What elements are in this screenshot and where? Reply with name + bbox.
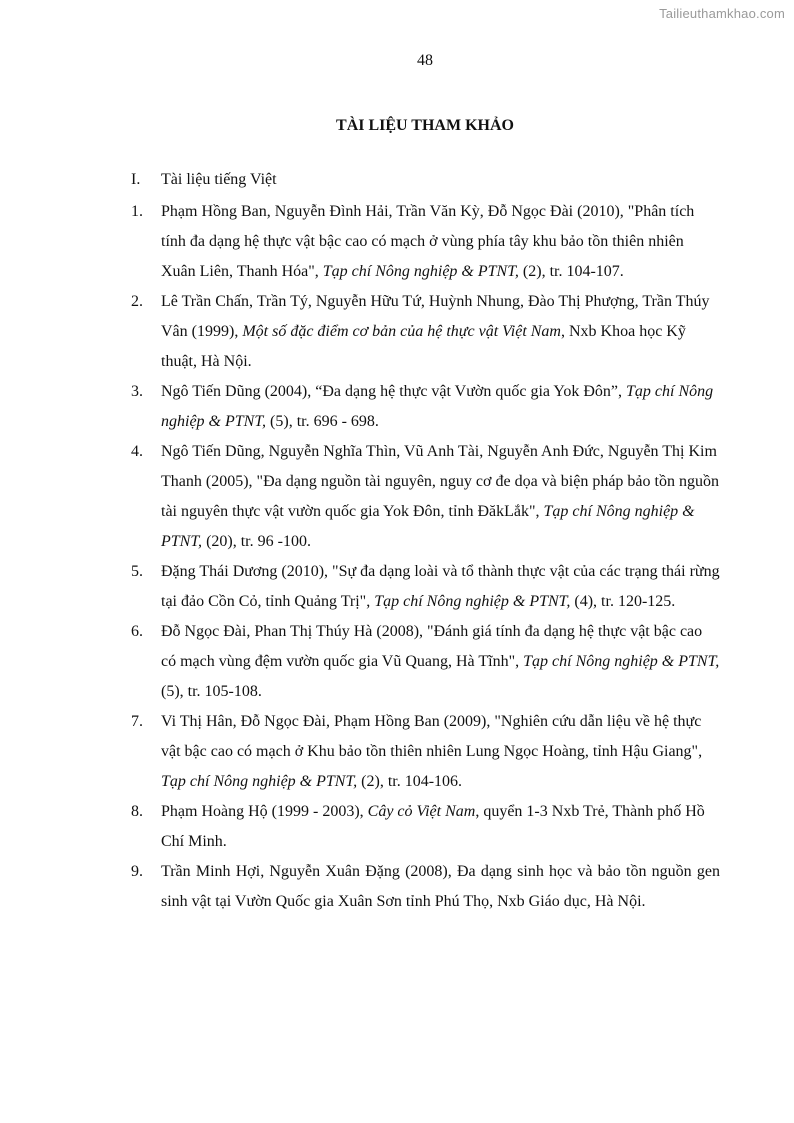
reference-text [161,857,720,917]
reference-item [131,557,720,617]
reference-text [161,197,720,287]
reference-authors: Đỗ Ngọc Đài, Phan Thị Thúy Hà (2008), "Đánh giá tính đa dạng hệ thực vật bậc cao có mạch vùng đệm vườn quốc gia Vũ Quang, Hà Tĩnh", [161,623,703,670]
reference-number: 5. [131,563,143,580]
reference-authors: Vi Thị Hân, Đỗ Ngọc Đài, Phạm Hồng Ban (2009), "Nghiên cứu dẫn liệu về hệ thực vật bậc cao có mạch ở Khu bảo tồn thiên nhiên Lung Ngọc Hoàng, tỉnh Hậu Giang", [161,713,703,760]
reference-number: 7. [131,713,143,730]
reference-authors: Đặng Thái Dương (2010), "Sự đa dạng loài và tổ thành thực vật của các trạng thái rừng tại đảo Cồn Cỏ, tỉnh Quảng Trị", [161,563,720,610]
watermark: Tailieuthamkhao.com [659,6,785,21]
reference-pages: (4), tr. 120-125. [570,593,676,610]
reference-number: 1. [131,203,143,220]
reference-authors: Ngô Tiến Dũng (2004), “Đa dạng hệ thực vật Vườn quốc gia Yok Đôn”, [161,383,627,400]
reference-source: Tạp chí Nông nghiệp & PTNT, [161,503,695,550]
reference-authors: Ngô Tiến Dũng, Nguyễn Nghĩa Thìn, Vũ Anh Tài, Nguyễn Anh Đức, Nguyễn Thị Kim Thanh (2005), "Đa dạng nguồn tài nguyên, nguy cơ đe dọa và biện pháp bảo tồn nguồn tài nguyên thực vật vườn quốc gia Yok Đôn, tỉnh ĐăkLắk", [161,443,719,520]
reference-list [131,197,720,917]
reference-authors: Phạm Hồng Ban, Nguyễn Đình Hải, Trần Văn Kỳ, Đỗ Ngọc Đài (2010), "Phân tích tính đa dạng hệ thực vật bậc cao có mạch ở vùng phía tây khu bảo tồn thiên nhiên Xuân Liên, Thanh Hóa", [161,203,695,280]
reference-number: 9. [131,863,143,880]
reference-number: 3. [131,383,143,400]
reference-source: Tạp chí Nông nghiệp & PTNT, [322,263,519,280]
reference-pages: , Nxb Khoa học Kỹ thuật, Hà Nội. [161,323,686,370]
section-label: Tài liệu tiếng Việt [161,171,277,188]
reference-text [161,617,720,707]
reference-item [131,197,720,287]
reference-text [161,707,720,797]
reference-source: Tạp chí Nông nghiệp & PTNT, [161,383,714,430]
reference-number: 6. [131,623,143,640]
reference-source: Cây cỏ Việt Nam [367,803,476,820]
reference-pages: , quyển 1-3 Nxb Trẻ, Thành phố Hồ Chí Minh. [161,803,705,850]
reference-authors: Phạm Hoàng Hộ (1999 - 2003), [161,803,368,820]
reference-pages: (2), tr. 104-107. [518,263,624,280]
reference-source: Tạp chí Nông nghiệp & PTNT, [374,593,571,610]
reference-text [161,557,720,617]
page-title: TÀI LIỆU THAM KHẢO [336,117,514,134]
reference-pages: (5), tr. 105-108. [161,683,262,700]
reference-number: 2. [131,293,143,310]
page-number: 48 [417,52,433,69]
reference-pages: (2), tr. 104-106. [357,773,463,790]
reference-text [161,437,720,557]
reference-item [131,707,720,797]
reference-source: Tạp chí Nông nghiệp & PTNT, [161,773,358,790]
reference-authors: Lê Trần Chấn, Trần Tý, Nguyễn Hữu Tứ, Huỳnh Nhung, Đào Thị Phượng, Trần Thúy Vân (1999), [161,293,710,340]
reference-number: 4. [131,443,143,460]
reference-item [131,857,720,917]
reference-number: 8. [131,803,143,820]
section-number: I. [131,171,141,188]
reference-item [131,437,720,557]
reference-pages: (5), tr. 696 - 698. [266,413,379,430]
reference-pages: (20), tr. 96 -100. [202,533,311,550]
reference-item [131,287,720,377]
reference-text [161,377,720,437]
reference-authors: Trần Minh Hợi, Nguyễn Xuân Đặng (2008), Đa dạng sinh học và bảo tồn nguồn gen sinh vật tại Vườn Quốc gia Xuân Sơn tỉnh Phú Thọ, Nxb Giáo dục, Hà Nội. [161,863,720,910]
reference-source: Tạp chí Nông nghiệp & PTNT, [523,653,720,670]
section-heading [131,168,277,192]
reference-text [161,287,720,377]
reference-source: Một số đặc điểm cơ bản của hệ thực vật Việt Nam [242,323,561,340]
reference-item [131,377,720,437]
reference-text [161,797,720,857]
reference-item [131,797,720,857]
reference-item [131,617,720,707]
